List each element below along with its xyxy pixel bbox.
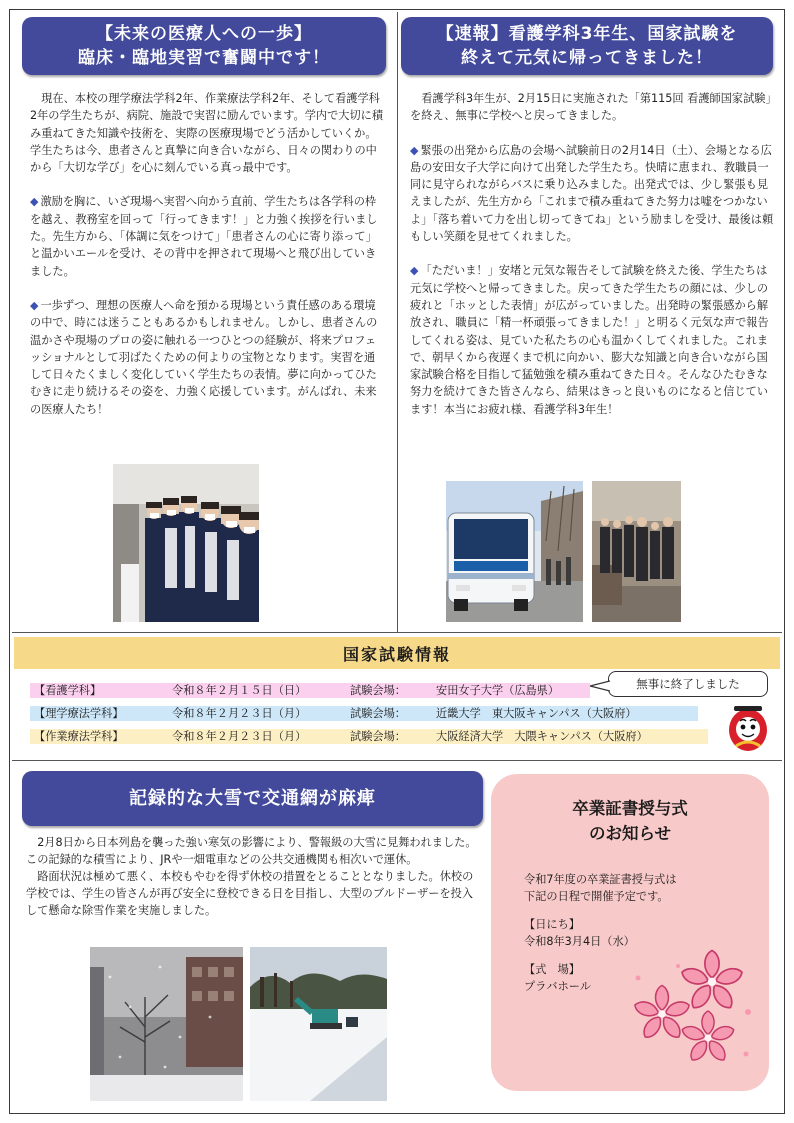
diamond-bullet-icon: ◆	[410, 264, 419, 278]
students-greeting-photo	[113, 464, 259, 622]
exam-date: 令和８年２月２３日（月）	[172, 730, 307, 743]
cherry-blossom-icon	[628, 948, 764, 1068]
diamond-bullet-icon: ◆	[30, 195, 39, 209]
left-article-title-line2: 臨床・臨地実習で奮闘中です！	[78, 48, 330, 68]
left-article-body	[30, 90, 386, 418]
section-divider-top	[12, 632, 782, 633]
right-article-para3-wrap	[410, 262, 776, 418]
daruma-mascot-icon	[726, 702, 770, 752]
exam-venue-label: 試験会場：	[350, 707, 406, 720]
exam-row	[30, 729, 708, 744]
graduation-title	[491, 796, 769, 846]
left-article-para2-wrap	[30, 193, 386, 279]
exam-dept: 【作業療法学科】	[34, 730, 124, 743]
graduation-title-line2: のお知らせ	[588, 824, 671, 843]
exam-venue: 安田女子大学（広島県）	[436, 684, 560, 697]
left-article-para3: 一歩ずつ、理想の医療人へ命を預かる現場という責任感のある環境の中で、時には迷うこともあるかもしれません。しかし、患者さんの温かさや現場のプロの姿に触れる一つひとつの経験が、将来プロフェッショナルとして羽ばたくための何よりの宝物となります。実習を通して日々たくましく変化していく学生たちの表情。夢に向かってひたむきに走り続けるその姿を、力強く応援しています。がんばれ、未来の医療人たち！	[30, 298, 378, 416]
right-article-para3: 「ただいま！」安堵と元気な報告そして試験を終えた後、学生たちは元気に学校へと帰ってきました。戻ってきた学生たちの顔には、少しの疲れと「ホッとした表情」が広がっていました。出発時の緊張感から解放され、職員に「精一杯頑張ってきました！」と明るく元気な声で報告してくれる姿は、見ていた私たちの心も温かくしてくれました。これまで、朝早くから夜遅くまで机に向かい、膨大な知識と向き合いながら国家試験合格を目指して猛勉強を積み重ねてきた日々。そんなひたむきな努力を続けてきた皆さんなら、結果はきっと良いものになると信じています！本当にお疲れ様、看護学科3年生！	[410, 264, 769, 416]
snow-article-body	[26, 834, 478, 919]
diamond-bullet-icon: ◆	[30, 298, 39, 312]
right-article-para2: 緊張の出発から広島の会場へ試験前日の2月14日（土）、会場となる広島の安田女子大学に向けて出発した学生たち。快晴に恵まれ、教職員一同に見守られながらバスに乗り込みました。出発式では、少し緊張も見えましたが、先生方から「これまで積み重ねてきた努力は嘘をつかないよ」「落ち着いて力を出し切ってきてね」という励ましを受け、最後は頼もしい笑顔を見せてくれました。	[410, 143, 774, 244]
exam-venue: 大阪経済大学 大隈キャンパス（大阪府）	[436, 730, 648, 743]
graduation-line2: 下記の日程で開催予定です。	[524, 889, 669, 903]
right-article-title-line2: 終えて元気に帰ってきました！	[461, 48, 713, 68]
exam-row	[30, 706, 698, 721]
right-article-title-line1: 【速報】看護学科3年生、国家試験を	[436, 24, 738, 44]
diamond-bullet-icon: ◆	[410, 143, 419, 157]
snow-removal-photo	[250, 947, 387, 1101]
exam-dept: 【看護学科】	[34, 684, 102, 697]
students-return-photo	[592, 481, 681, 622]
exam-date: 令和８年２月１５日（日）	[172, 684, 307, 697]
left-article-para3-wrap	[30, 297, 386, 418]
exam-dept: 【理学療法学科】	[34, 707, 124, 720]
graduation-title-line1: 卒業証書授与式	[572, 799, 688, 818]
left-article-para2: 激励を胸に、いざ現場へ実習へ向かう直前、学生たちは各学科の枠を越え、教務室を回って「行ってきます！」と力強く挨拶を行いました。先生方から、「体調に気をつけて」「患者さんの心に寄り添って」と温かいエールを受け、その背中を押されて現場へと飛び出していきました。	[30, 195, 378, 278]
snowy-campus-photo	[90, 947, 243, 1101]
left-article-title-line1: 【未来の医療人への一歩】	[96, 24, 312, 44]
exam-date: 令和８年２月２３日（月）	[172, 707, 307, 720]
exam-info-title: 国家試験情報	[342, 644, 451, 664]
snow-article-title: 記録的な大雪で交通網が麻痺	[129, 787, 376, 809]
exam-info-header	[14, 637, 780, 669]
exam-row	[30, 683, 590, 698]
graduation-date-label: 【日にち】	[524, 918, 580, 931]
snow-article-para2: 路面状況は極めて悪く、本校もやむを得ず休校の措置をとることとなりました。休校の学校では、学生の皆さんが再び安全に登校できる日を目指し、大型のブルドーザーを投入して懸命な除雪作業を実施しました。	[26, 870, 474, 917]
graduation-date: 令和8年3月4日（水）	[524, 934, 635, 948]
graduation-line1: 令和7年度の卒業証書授与式は	[524, 873, 677, 886]
graduation-place: プラバホール	[524, 979, 591, 993]
left-article-banner	[22, 17, 386, 75]
graduation-place-label: 【式 場】	[524, 963, 580, 976]
exam-callout-text: 無事に終了しました	[636, 677, 740, 691]
exam-venue-label: 試験会場：	[350, 730, 406, 743]
bus-departure-photo	[446, 481, 583, 622]
section-divider-bottom	[12, 760, 782, 761]
exam-finished-callout	[608, 671, 768, 697]
right-article-para1: 看護学科3年生が、2月15日に実施された「第115回 看護師国家試験」を終え、無事に学校へと戻ってきました。	[410, 92, 772, 123]
snow-article-banner	[22, 771, 483, 826]
exam-venue-label: 試験会場：	[350, 684, 406, 697]
right-article-banner	[401, 17, 773, 75]
exam-venue: 近畿大学 東大阪キャンパス（大阪府）	[436, 707, 637, 720]
snow-article-para1: 2月8日から日本列島を襲った強い寒気の影響により、警報級の大雪に見舞われました。この記録的な積雪により、JRや一畑電車などの公共交通機関も相次いで運休。	[26, 836, 477, 866]
callout-pointer-icon	[590, 679, 610, 693]
right-article-body	[410, 90, 776, 418]
right-article-para2-wrap	[410, 142, 776, 246]
left-article-para1: 現在、本校の理学療法学科2年、作業療法学科2年、そして看護学科2年の学生たちが、病院、施設で実習に励んでいます。学内で大切に積み重ねてきた知識や技術を、実際の医療現場でどう活かしていくか。学生たちは今、患者さんと真摯に向き合いながら、日々の関わりの中から「大切な学び」を心に刻んでいる真っ最中です。	[30, 92, 384, 175]
column-divider	[397, 12, 398, 632]
